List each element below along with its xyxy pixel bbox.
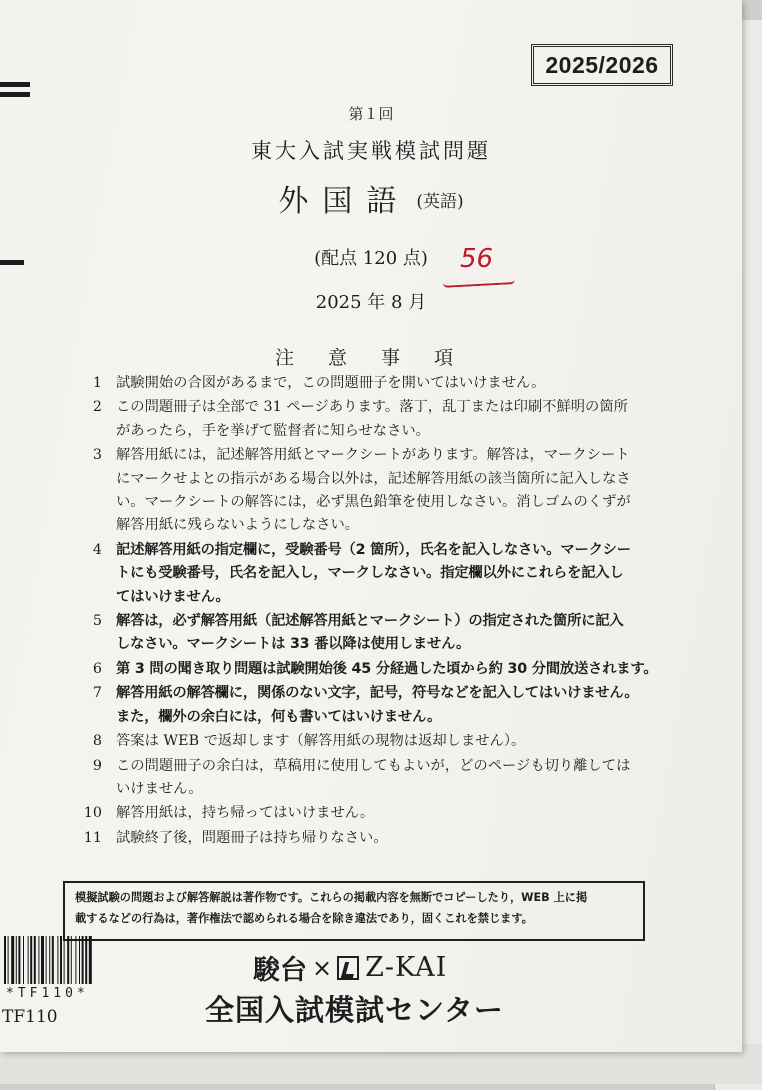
subject-title <box>0 176 742 220</box>
note-item <box>72 444 672 538</box>
note-text-line: いけません。 <box>116 780 203 797</box>
note-number: 2 <box>92 399 102 416</box>
barcode-bar <box>38 936 39 984</box>
note-text <box>116 539 672 609</box>
copyright-line: 載するなどの行為は，著作権法で認められる場合を除き違法であり，固くこれを禁じます。 <box>75 912 533 925</box>
exam-date: 2025 年 8 月 <box>315 292 427 313</box>
note-item <box>72 730 672 753</box>
note-text <box>116 802 672 825</box>
note-text-line: この問題冊子は全部で 31 ページあります。落丁，乱丁または印刷不鮮明の箇所 <box>116 399 628 416</box>
barcode-bar <box>57 936 58 984</box>
note-text <box>116 610 672 657</box>
zkai-logo-icon <box>337 956 359 980</box>
copyright-line: 模擬試験の問題および解答解説は著作物です。これらの掲載内容を無断でコピーしたり，WEB 上に掲 <box>75 891 588 904</box>
note-number: 7 <box>92 685 102 702</box>
note-text-line: また，欄外の余白には，何も書いてはいけません。 <box>116 708 442 725</box>
note-text-line: 解答は，必ず解答用紙（記述解答用紙とマークシート）の指定された箇所に記入 <box>116 613 624 630</box>
barcode-bar <box>28 936 29 984</box>
booklet-code: TF110 <box>2 1007 58 1027</box>
note-text-line: 記述解答用紙の指定欄に，受験番号（2 箇所），氏名を記入しなさい。マークシー <box>116 541 631 558</box>
note-text <box>116 396 672 443</box>
note-item <box>72 610 672 657</box>
note-text-line: い。マークシートの解答には，必ず黒色鉛筆を使用しなさい。消しゴムのくずが <box>116 494 631 511</box>
points-allocation: (配点 120 点) <box>314 248 428 269</box>
note-text-line: にマークせよとの指示がある場合以外は，記述解答用紙の該当箇所に記入しなさ <box>116 470 631 487</box>
barcode-bar <box>60 936 62 984</box>
note-text-line: 解答用紙の解答欄に，関係のない文字，記号，符号などを記入してはいけません。 <box>116 685 639 702</box>
barcode-bar <box>75 936 76 984</box>
note-number: 11 <box>83 829 102 846</box>
note-text-line: 答案は WEB で返却します（解答用紙の現物は返却しません）。 <box>116 733 526 750</box>
note-text <box>116 372 672 395</box>
barcode-bar <box>18 936 20 984</box>
note-text <box>116 827 672 850</box>
subject-name: 外国語 <box>278 184 411 219</box>
note-text <box>116 755 672 802</box>
barcode-bar <box>49 936 50 984</box>
barcode-bar <box>23 936 24 984</box>
barcode-bar <box>79 936 80 984</box>
note-text <box>116 658 672 681</box>
binding-mark <box>0 82 30 87</box>
note-text-line: 解答用紙に残らないようにしなさい。 <box>116 517 360 534</box>
note-text-line: トにも受験番号，氏名を記入し，マークしなさい。指定欄以外にこれらを記入し <box>116 565 624 582</box>
note-text-line: 試験終了後，問題冊子は持ち帰りなさい。 <box>116 829 388 846</box>
note-text-line: があったら，手を挙げて監督者に知らせなさい。 <box>116 422 430 439</box>
barcode-bar <box>16 936 17 984</box>
score-underline <box>443 279 515 288</box>
barcode-bar <box>67 936 69 984</box>
note-text-line: 解答用紙には，記述解答用紙とマークシートがあります。解答は，マークシート <box>116 447 630 464</box>
barcode-bar <box>34 936 36 984</box>
note-number: 9 <box>92 757 102 774</box>
note-text-line: 解答用紙は，持ち帰ってはいけません。 <box>116 805 375 822</box>
note-text-line: この問題冊子の余白は，草稿用に使用してもよいが，どのページも切り離しては <box>116 757 631 774</box>
exam-round: 第１回 <box>348 105 394 123</box>
barcode-text: *TF110* <box>6 986 89 1001</box>
note-text-line: しなさい。マークシートは 33 番以降は使用しません。 <box>116 636 471 653</box>
note-number: 3 <box>92 447 102 464</box>
brand-times: × <box>312 953 333 982</box>
exam-center-name: 全国入試模試センター <box>205 993 504 1027</box>
barcode-bar <box>4 936 6 984</box>
barcode-bar <box>41 936 44 984</box>
note-text-line: 第 3 問の聞き取り問題は試験開始後 45 分経過した頃から約 30 分間放送されます。 <box>116 660 658 677</box>
copyright-notice <box>63 881 645 941</box>
subject-note: (英語) <box>416 192 464 212</box>
barcode-bar <box>46 936 47 984</box>
note-number: 1 <box>92 375 102 391</box>
publisher-brand <box>253 948 447 987</box>
note-number: 6 <box>92 660 102 677</box>
barcode-bar <box>52 936 54 984</box>
barcode-bar <box>11 936 14 984</box>
notes-list <box>72 372 672 851</box>
note-item <box>72 755 672 802</box>
exam-title: 東大入試実戦模試問題 <box>251 139 491 163</box>
note-number: 10 <box>83 805 102 822</box>
note-item <box>72 539 672 609</box>
barcode-bar <box>8 936 9 984</box>
barcode-bar <box>89 936 92 984</box>
year-badge: 2025/2026 <box>531 44 673 86</box>
barcode-bar <box>30 936 32 984</box>
note-text-line: 試験開始の合図があるまで，この問題冊子を開いてはいけません。 <box>116 375 546 391</box>
note-text-line: てはいけません。 <box>116 588 230 605</box>
note-text <box>116 444 672 538</box>
barcode-bar <box>82 936 84 984</box>
barcode-bar <box>85 936 87 984</box>
note-item <box>72 802 672 825</box>
note-number: 4 <box>92 541 102 558</box>
note-item <box>72 658 672 681</box>
note-text <box>116 730 672 753</box>
barcode <box>4 936 132 984</box>
barcode-bar <box>71 936 72 984</box>
note-text <box>116 682 672 729</box>
barcode-bar <box>64 936 65 984</box>
note-number: 8 <box>92 733 102 750</box>
brand-sundai: 駿台 <box>253 955 307 986</box>
note-item <box>72 372 672 395</box>
brand-zkai: Z-KAI <box>365 952 448 983</box>
binding-mark <box>0 92 30 97</box>
notes-heading: 注 意 事 項 <box>274 347 468 369</box>
note-number: 5 <box>92 613 102 630</box>
note-item <box>72 396 672 443</box>
note-item <box>72 682 672 729</box>
handwritten-score: 56 <box>460 244 494 274</box>
note-item <box>72 827 672 850</box>
